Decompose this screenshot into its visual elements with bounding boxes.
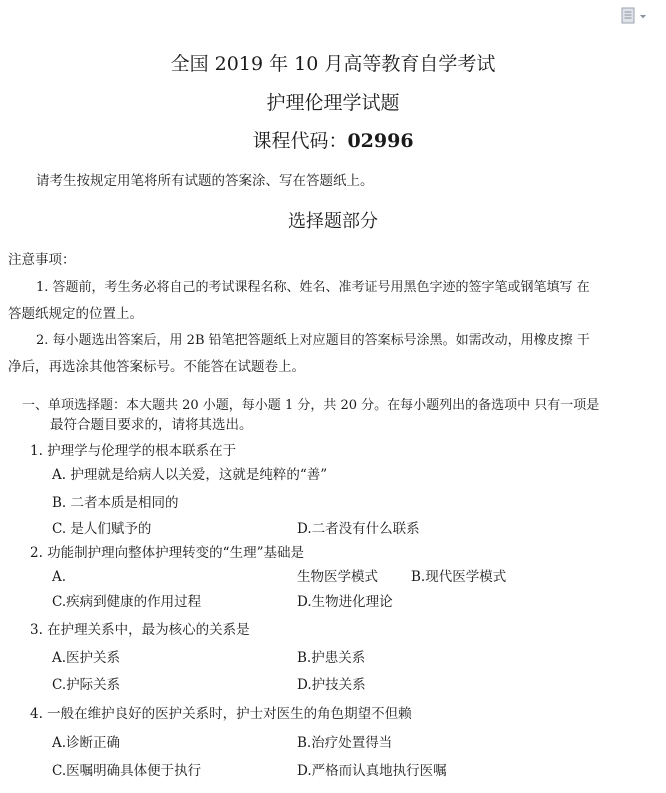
question-1-option-c[interactable]: C. 是人们赋予的 (52, 521, 152, 537)
notice-item-2-line-2: 净后，再选涂其他答案标号。不能答在试题卷上。 (8, 359, 305, 375)
question-3-option-a[interactable]: A.医护关系 (52, 650, 121, 666)
question-2-option-b[interactable]: B.现代医学模式 (411, 569, 507, 585)
notice-heading: 注意事项： (8, 252, 76, 268)
question-2-stem: 2. 功能制护理向整体护理转变的“生理”基础是 (30, 545, 304, 561)
notice-item-2-line-1: 2. 每小题选出答案后，用 2B 铅笔把答题纸上对应题目的答案标号涂黑。如需改动，用橡皮擦 干 (36, 333, 590, 348)
question-4-stem: 4. 一般在维护良好的医护关系时，护士对医生的角色期望不但赖 (30, 706, 412, 722)
course-code (0, 126, 666, 153)
question-3-option-d[interactable]: D.护技关系 (297, 677, 366, 693)
subject-title: 护理伦理学试题 (266, 92, 400, 114)
question-4-option-a[interactable]: A.诊断正确 (52, 735, 121, 751)
question-1-option-b[interactable]: B. 二者本质是相同的 (52, 495, 179, 511)
question-2-option-a-text: 生物医学模式 (297, 569, 378, 585)
exam-title: 全国 2019 年 10 月高等教育自学考试 (170, 53, 496, 75)
part1-instruction-line-1: 一、单项选择题：本大题共 20 小题，每小题 1 分，共 20 分。在每小题列出的备选项中 只有一项是 (22, 398, 600, 413)
question-2-option-a[interactable]: A. (52, 569, 67, 585)
course-code-value: 02996 (347, 130, 414, 152)
notice-item-1-line-1: 1. 答题前，考生务必将自己的考试课程名称、姓名、准考证号用黑色字迹的签字笔或钢笔填写 在 (36, 280, 590, 295)
question-3-option-b[interactable]: B.护患关系 (297, 650, 366, 666)
notice-item-1-line-2: 答题纸规定的位置上。 (8, 306, 143, 322)
question-2-option-d[interactable]: D.生物进化理论 (297, 594, 393, 610)
question-4-option-c[interactable]: C.医嘱明确具体便于执行 (52, 763, 202, 779)
question-4-option-b[interactable]: B.治疗处置得当 (297, 735, 393, 751)
part1-instruction-line-2: 最符合题目要求的，请将其选出。 (50, 417, 253, 433)
question-1-option-a[interactable]: A. 护理就是给病人以关爱，这就是纯粹的“善” (52, 467, 328, 483)
question-4-option-d[interactable]: D.严格而认真地执行医嘱 (297, 763, 447, 779)
question-1-stem: 1. 护理学与伦理学的根本联系在于 (30, 443, 237, 459)
section-title: 选择题部分 (288, 211, 378, 232)
course-code-label: 课程代码： (252, 130, 348, 152)
question-1-option-d[interactable]: D.二者没有什么联系 (297, 521, 420, 537)
question-3-stem: 3. 在护理关系中，最为核心的关系是 (30, 622, 250, 638)
chevron-down-icon (640, 15, 646, 19)
document-icon[interactable] (621, 7, 651, 25)
question-3-option-c[interactable]: C.护际关系 (52, 677, 121, 693)
question-2-option-c[interactable]: C.疾病到健康的作用过程 (52, 594, 202, 610)
intro-text: 请考生按规定用笔将所有试题的答案涂、写在答题纸上。 (36, 173, 374, 189)
